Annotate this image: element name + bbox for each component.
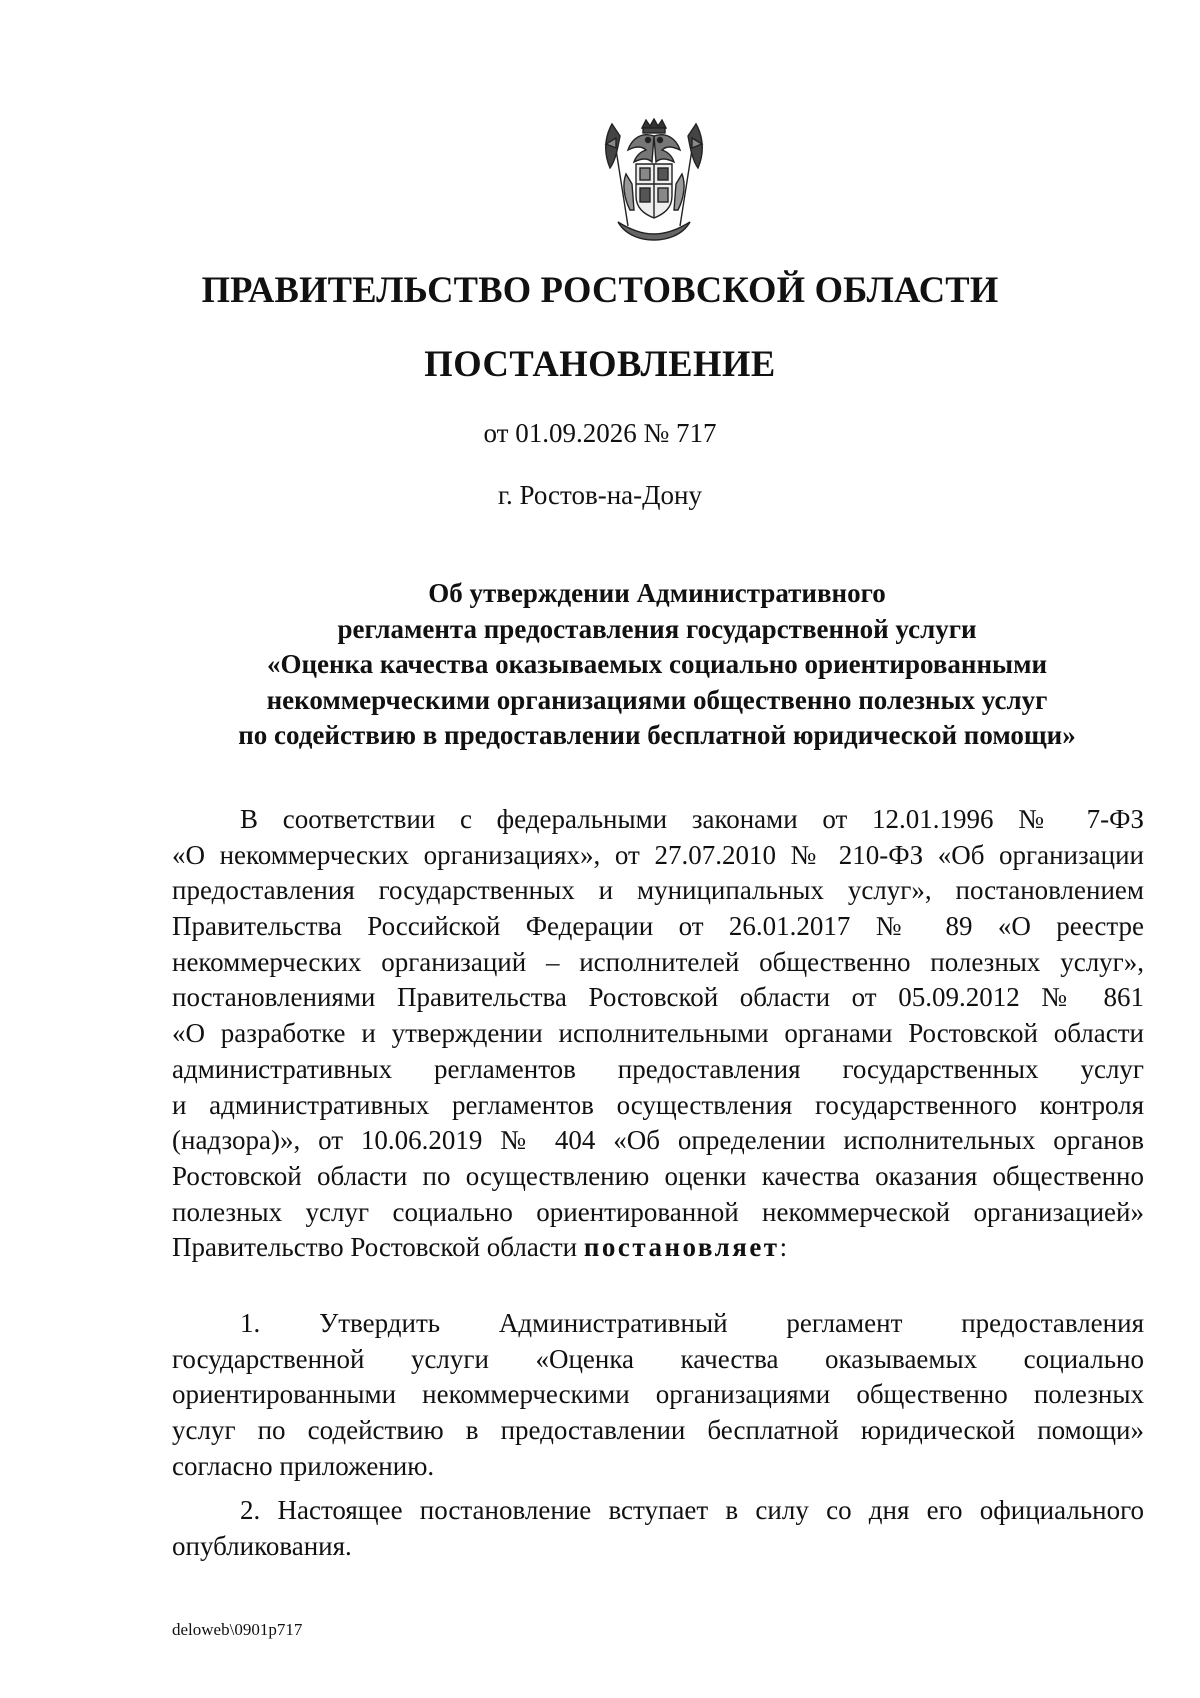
paragraph-line: административных регламентов предоставления государственных услуг bbox=[172, 1053, 1144, 1084]
subject-line: некоммерческими организациями общественно полезных услуг bbox=[266, 684, 1048, 715]
paragraph-line: услуг по содействию в предоставлении бесплатной юридической помощи» bbox=[172, 1415, 1144, 1446]
decree-lead-text: Правительство Ростовской области bbox=[172, 1232, 584, 1263]
paragraph-line: ориентированными некоммерческими организациями общественно полезных bbox=[172, 1379, 1144, 1410]
paragraph-line: согласно приложению. bbox=[172, 1450, 435, 1481]
paragraph-line: 1. Утвердить Административный регламент предоставления bbox=[240, 1308, 1144, 1338]
document-city: г. Ростов-на-Дону bbox=[497, 480, 702, 510]
paragraph-line: 2. Настоящее постановление вступает в силу со дня его официального bbox=[240, 1495, 1144, 1525]
preamble-paragraph bbox=[172, 802, 1144, 1266]
paragraph-line: опубликования. bbox=[172, 1530, 352, 1561]
paragraph-line: В соответствии с федеральными законами от 12.01.1996 № 7-ФЗ bbox=[240, 804, 1144, 834]
subject-line: по содействию в предоставлении бесплатной юридической помощи» bbox=[238, 720, 1076, 750]
subject-line: Об утверждении Административного bbox=[428, 578, 886, 608]
document-type-title: ПОСТАНОВЛЕНИЕ bbox=[424, 343, 776, 384]
item-2-paragraph bbox=[172, 1493, 1144, 1564]
file-reference: deloweb\0901p717 bbox=[172, 1620, 303, 1639]
paragraph-line: предоставления государственных и муниципальных услуг», постановлением bbox=[172, 875, 1144, 906]
decree-colon: : bbox=[779, 1232, 788, 1263]
paragraph-line: и административных регламентов осуществления государственного контроля bbox=[172, 1089, 1144, 1120]
paragraph-line: (надзора)», от 10.06.2019 № 404 «Об определении исполнительных органов bbox=[172, 1125, 1144, 1156]
document-date-number: от 01.09.2026 № 717 bbox=[483, 418, 717, 448]
paragraph-line: Ростовской области по осуществлению оценки качества оказания общественно bbox=[172, 1160, 1144, 1191]
paragraph-line: государственной услуги «Оценка качества оказываемых социально bbox=[172, 1343, 1144, 1374]
coat-of-arms-icon bbox=[598, 118, 710, 242]
paragraph-line: некоммерческих организаций – исполнителей общественно полезных услуг», bbox=[172, 946, 1144, 977]
paragraph-line: «О некоммерческих организациях», от 27.07.2010 № 210-ФЗ «Об организации bbox=[172, 839, 1144, 870]
organization-title: ПРАВИТЕЛЬСТВО РОСТОВСКОЙ ОБЛАСТИ bbox=[201, 269, 999, 310]
paragraph-line: постановлениями Правительства Ростовской области от 05.09.2012 № 861 bbox=[172, 982, 1144, 1013]
decree-word: постановляет bbox=[583, 1232, 780, 1263]
item-1-paragraph bbox=[172, 1306, 1144, 1484]
subject-line: «Оценка качества оказываемых социально ориентированными bbox=[266, 649, 1048, 679]
paragraph-line: Правительства Российской Федерации от 26.01.2017 № 89 «О реестре bbox=[172, 911, 1144, 942]
subject-line: регламента предоставления государственной услуги bbox=[337, 613, 977, 644]
paragraph-line: «О разработке и утверждении исполнительными органами Ростовской области bbox=[172, 1018, 1144, 1049]
paragraph-line-final bbox=[172, 1230, 1144, 1266]
paragraph-line: полезных услуг социально ориентированной некоммерческой организацией» bbox=[172, 1196, 1144, 1227]
document-subject bbox=[170, 576, 1144, 754]
